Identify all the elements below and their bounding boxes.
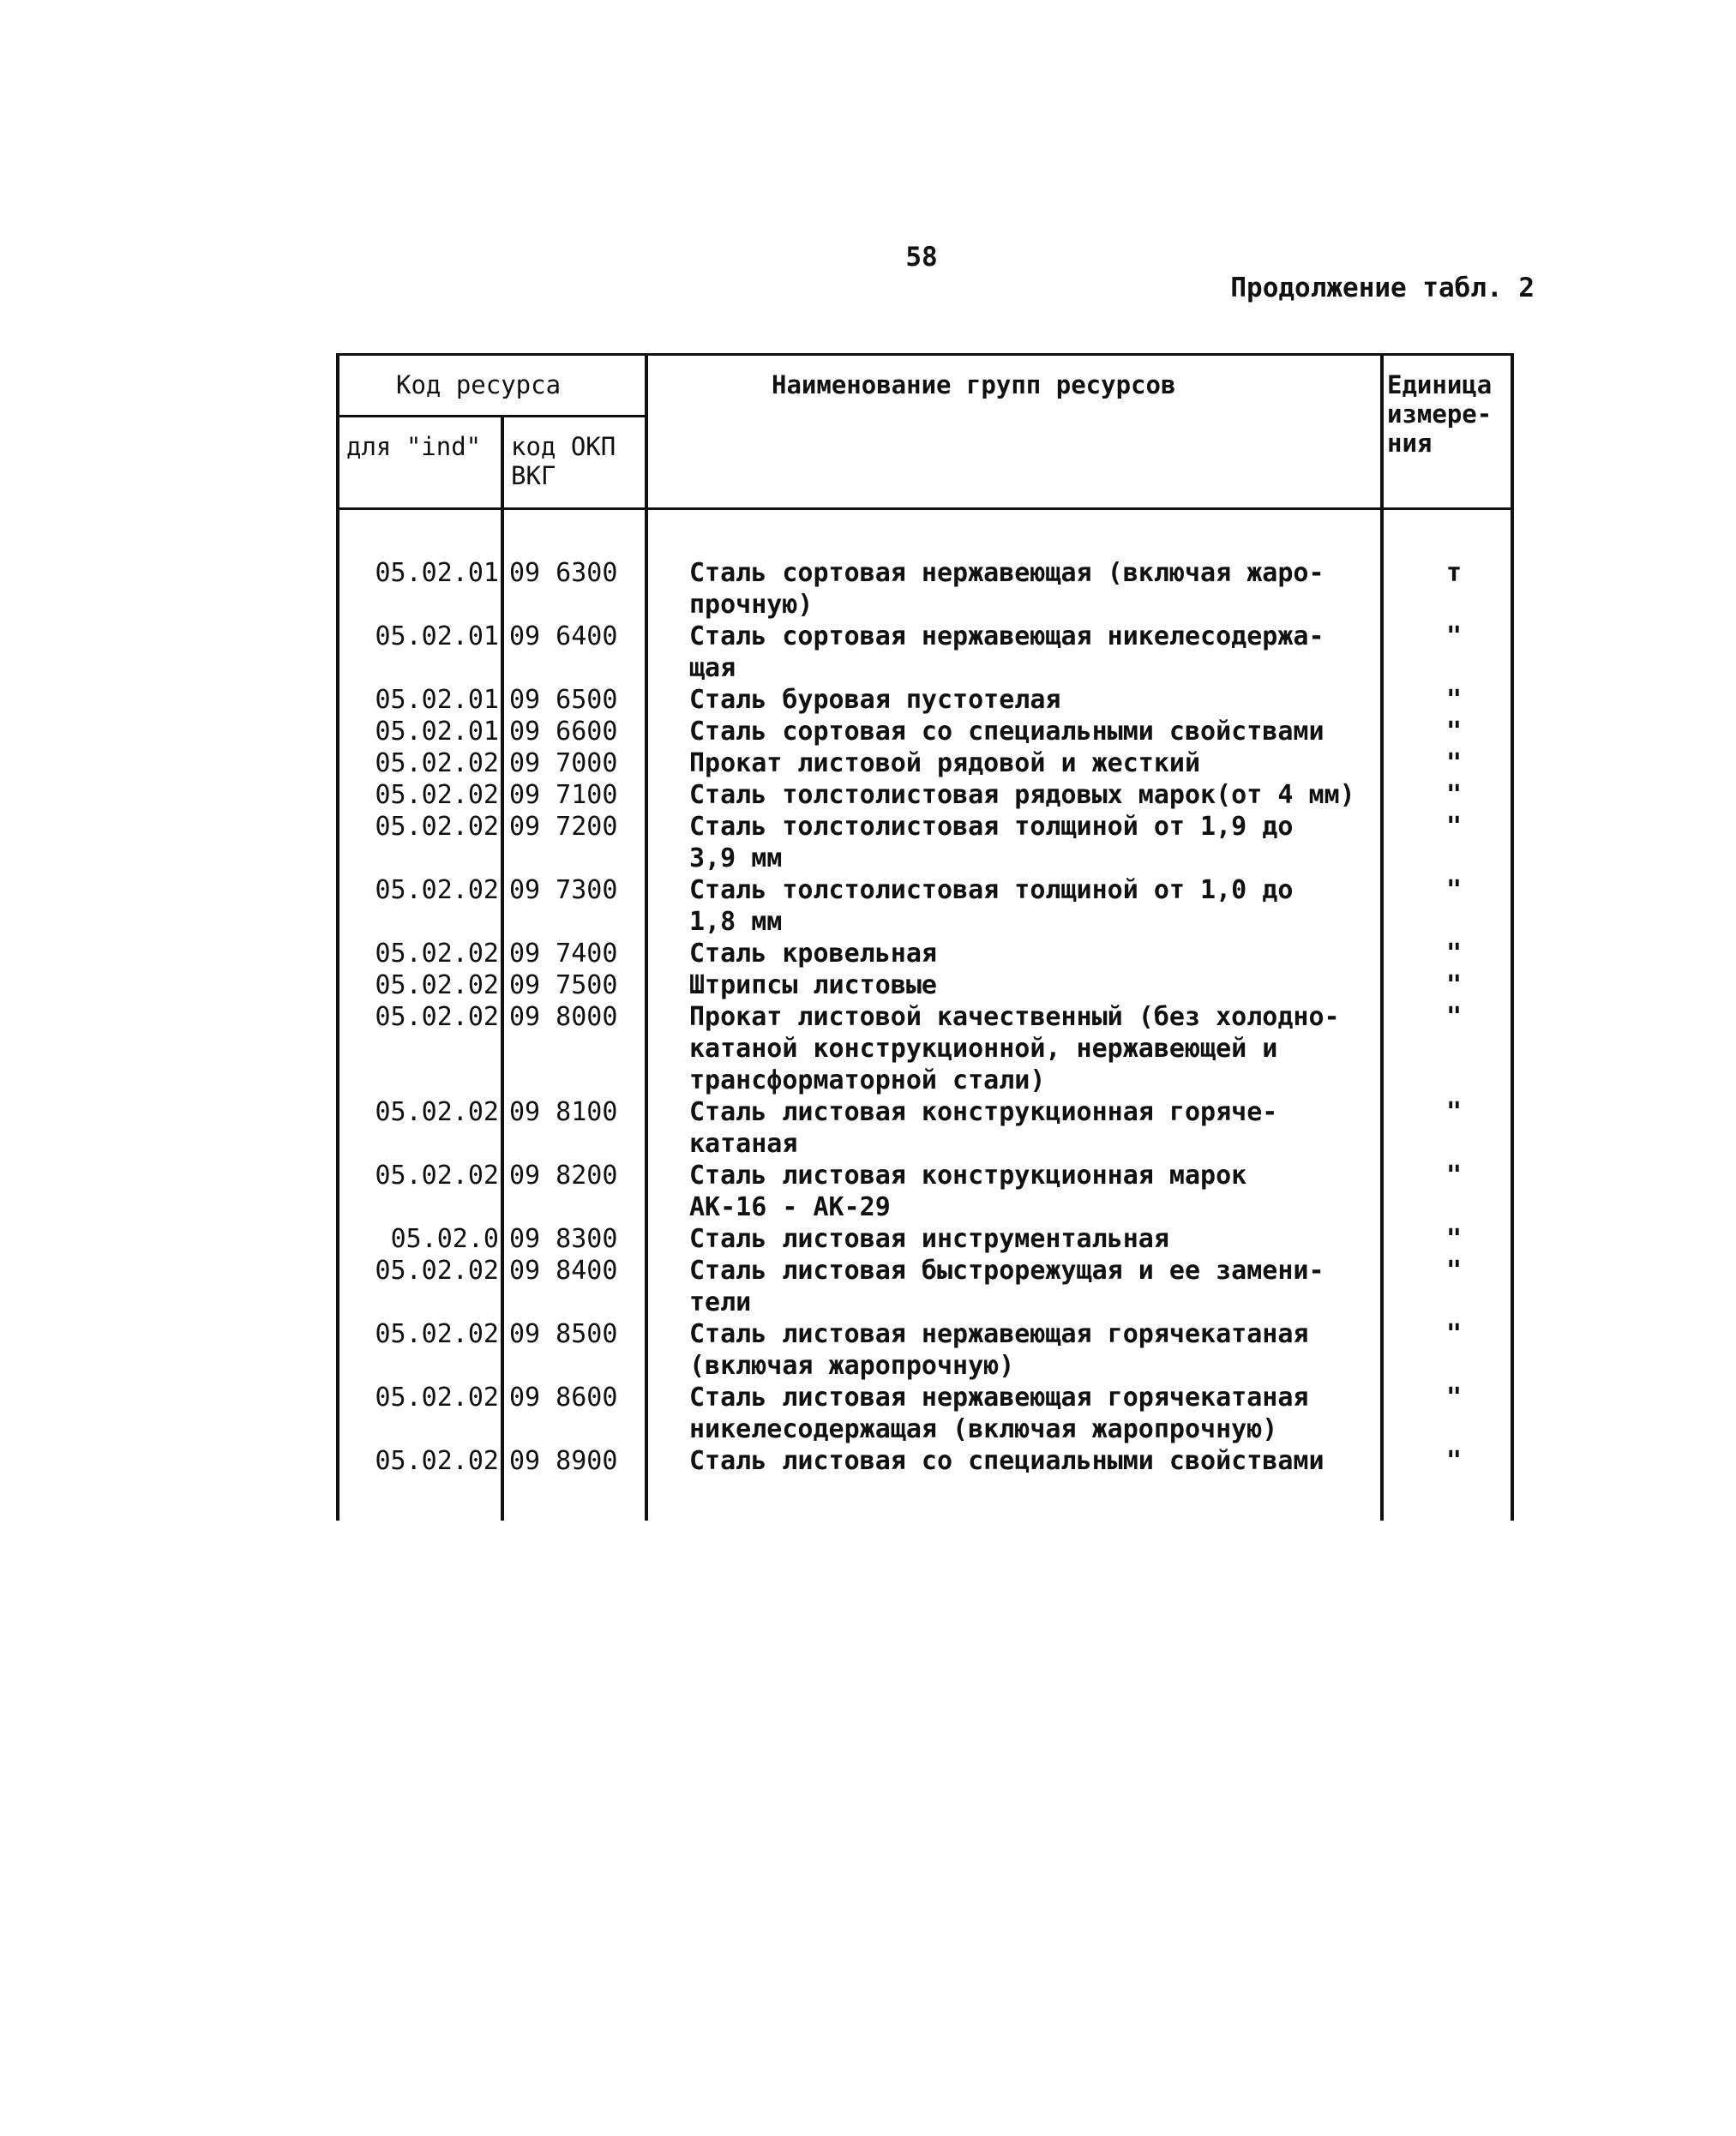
unit-of-measure: " xyxy=(1445,1224,1463,1254)
header-resource-code: Код ресурса xyxy=(396,370,562,399)
table-row xyxy=(336,1445,1514,1477)
okp-code: 09 7000 xyxy=(509,748,618,778)
header-okp-code: код ОКП ВКГ xyxy=(511,432,616,490)
okp-code: 09 7100 xyxy=(509,780,618,810)
okp-code: 09 8400 xyxy=(509,1256,618,1286)
unit-of-measure: " xyxy=(1445,685,1463,715)
resource-code-ind: 05.02.02 xyxy=(375,875,499,905)
resource-code-ind: 05.02.02 xyxy=(375,1319,499,1349)
resource-group-name: Сталь кровельная xyxy=(689,939,937,969)
resource-group-name: Сталь листовая быстрорежущая и ее замени- тели xyxy=(689,1256,1325,1317)
resource-group-name: Сталь листовая конструкционная горяче- катаная xyxy=(689,1097,1278,1159)
resource-code-ind: 05.02.02 xyxy=(375,1097,499,1127)
resource-group-name: Сталь сортовая нержавеющая никелесодержа- щая xyxy=(689,621,1325,683)
table-row xyxy=(336,557,1514,621)
table-row xyxy=(336,811,1514,874)
table-row xyxy=(336,1223,1514,1255)
resource-code-ind: 05.02.02 xyxy=(375,970,499,1000)
unit-of-measure: " xyxy=(1445,748,1463,778)
resource-group-name: Сталь листовая нержавеющая горячекатаная никелесодержащая (включая жаропрочную) xyxy=(689,1383,1309,1444)
table-row xyxy=(336,1318,1514,1382)
okp-code: 09 8000 xyxy=(509,1002,618,1032)
table-row xyxy=(336,684,1514,716)
page-number: 58 xyxy=(905,242,938,273)
unit-of-measure: " xyxy=(1445,717,1463,747)
resource-code-ind: 05.02.02 xyxy=(375,1383,499,1413)
header-group-name: Наименование групп ресурсов xyxy=(772,370,1176,399)
okp-code: 09 6300 xyxy=(509,558,618,588)
resource-group-name: Сталь сортовая со специальными свойствами xyxy=(689,717,1325,747)
table-row xyxy=(336,938,1514,969)
resource-code-ind: 05.02.01 xyxy=(375,558,499,588)
unit-of-measure: " xyxy=(1445,1319,1463,1349)
okp-code: 09 8500 xyxy=(509,1319,618,1349)
okp-code: 09 8100 xyxy=(509,1097,618,1127)
okp-code: 09 7200 xyxy=(509,812,618,842)
table-body xyxy=(336,557,1514,1477)
header-subdivider xyxy=(336,415,646,417)
header-unit: Единица измере- ния xyxy=(1387,370,1493,458)
resource-code-ind: 05.02.01 xyxy=(375,621,499,651)
resource-group-name: Сталь толстолистовая толщиной от 1,9 до 3,9 мм xyxy=(689,812,1294,873)
table-row xyxy=(336,1382,1514,1445)
resource-code-ind: 05.02.02 xyxy=(375,748,499,778)
okp-code: 09 7400 xyxy=(509,939,618,969)
table-row xyxy=(336,1160,1514,1223)
table-row xyxy=(336,779,1514,811)
resource-code-ind: 05.02.02 xyxy=(375,939,499,969)
resource-code-ind: 05.02.01 xyxy=(375,685,499,715)
resource-code-ind: 05.02.02 xyxy=(375,1002,499,1032)
okp-code: 09 7300 xyxy=(509,875,618,905)
table-row xyxy=(336,621,1514,684)
unit-of-measure: " xyxy=(1445,1446,1463,1476)
table-row xyxy=(336,747,1514,779)
resource-code-ind: 05.02.0 xyxy=(390,1224,499,1254)
unit-of-measure: " xyxy=(1445,780,1463,810)
unit-of-measure: " xyxy=(1445,1097,1463,1127)
resource-group-name: Сталь листовая конструкционная марок АК-16 - АК-29 xyxy=(689,1161,1247,1222)
unit-of-measure: " xyxy=(1445,1383,1463,1413)
okp-code: 09 7500 xyxy=(509,970,618,1000)
resource-group-name: Сталь листовая со специальными свойствами xyxy=(689,1446,1325,1476)
unit-of-measure: " xyxy=(1445,1256,1463,1286)
resource-group-name: Штрипсы листовые xyxy=(689,970,937,1000)
okp-code: 09 8200 xyxy=(509,1161,618,1191)
resource-code-ind: 05.02.02 xyxy=(375,1161,499,1191)
table-top-border xyxy=(336,353,1514,356)
resource-code-ind: 05.02.02 xyxy=(375,812,499,842)
header-for-ind: для "ind" xyxy=(346,432,482,461)
unit-of-measure: " xyxy=(1445,812,1463,842)
table-row xyxy=(336,969,1514,1001)
resource-group-name: Сталь сортовая нержавеющая (включая жаро- прочную) xyxy=(689,558,1325,620)
unit-of-measure: " xyxy=(1445,875,1463,905)
okp-code: 09 8600 xyxy=(509,1383,618,1413)
unit-of-measure: " xyxy=(1445,939,1463,969)
table-row xyxy=(336,716,1514,747)
resource-code-ind: 05.02.02 xyxy=(375,780,499,810)
unit-of-measure: " xyxy=(1445,1002,1463,1032)
resource-code-ind: 05.02.01 xyxy=(375,717,499,747)
okp-code: 09 6400 xyxy=(509,621,618,651)
resource-group-name: Сталь толстолистовая толщиной от 1,0 до 1,8 мм xyxy=(689,875,1294,937)
unit-of-measure: " xyxy=(1445,621,1463,651)
unit-of-measure: " xyxy=(1445,970,1463,1000)
resource-group-name: Сталь листовая нержавеющая горячекатаная (включая жаропрочную) xyxy=(689,1319,1309,1381)
okp-code: 09 8900 xyxy=(509,1446,618,1476)
table-continuation-label: Продолжение табл. 2 xyxy=(1230,273,1535,303)
okp-code: 09 8300 xyxy=(509,1224,618,1254)
unit-of-measure: т xyxy=(1445,558,1463,588)
resource-code-ind: 05.02.02 xyxy=(375,1446,499,1476)
table-row xyxy=(336,1255,1514,1318)
resource-code-ind: 05.02.02 xyxy=(375,1256,499,1286)
resource-group-name: Прокат листовой качественный (без холодно- катаной конструкционной, нержавеющей и трансформаторной стали) xyxy=(689,1002,1340,1095)
table-row xyxy=(336,1096,1514,1160)
header-bottom-border xyxy=(336,507,1514,510)
resource-group-name: Сталь толстолистовая рядовых марок(от 4 мм) xyxy=(689,780,1355,810)
resource-group-name: Сталь буровая пустотелая xyxy=(689,685,1061,715)
okp-code: 09 6500 xyxy=(509,685,618,715)
resource-group-name: Прокат листовой рядовой и жесткий xyxy=(689,748,1201,778)
resource-table xyxy=(336,353,1514,1521)
resource-group-name: Сталь листовая инструментальная xyxy=(689,1224,1169,1254)
unit-of-measure: " xyxy=(1445,1161,1463,1191)
table-row xyxy=(336,1001,1514,1096)
table-row xyxy=(336,874,1514,938)
okp-code: 09 6600 xyxy=(509,717,618,747)
